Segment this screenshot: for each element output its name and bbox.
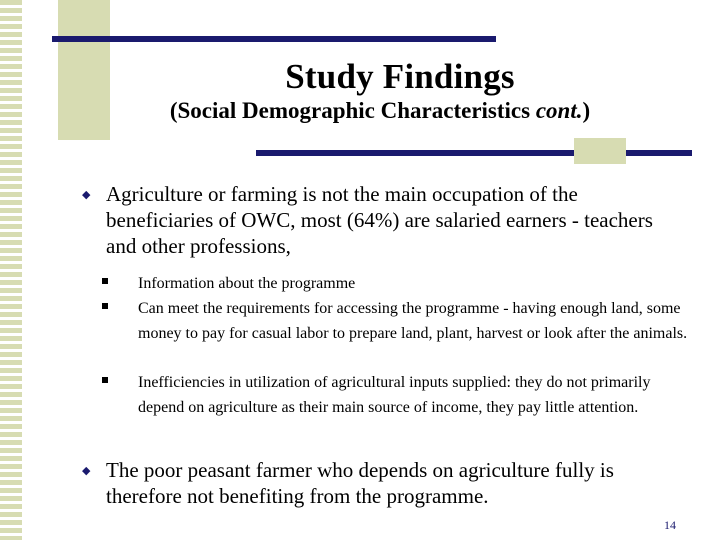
sub-bullet-text: Inefficiencies in utilization of agricultural inputs supplied: they do not primarily depend on agriculture as their main source of income, they pay little attention. (138, 374, 651, 416)
square-bullet-icon (102, 377, 108, 383)
square-bullet-icon (102, 278, 108, 284)
sub-bullet-point (138, 297, 688, 346)
sub-bullet-text: Information about the programme (138, 275, 356, 292)
bullet-point (82, 457, 676, 509)
slide-title: Study Findings (285, 57, 515, 96)
decorative-stripe-bar (0, 0, 22, 540)
diamond-bullet-icon: ◆ (82, 464, 91, 477)
decorative-square-right (574, 138, 626, 164)
title-rule-top (52, 36, 496, 42)
title-rule-bottom (256, 150, 692, 156)
subtitle-close: ) (582, 98, 591, 123)
bullet-point (82, 181, 666, 259)
bullet-text: Agriculture or farming is not the main occupation of the beneficiaries of OWC, most (64%) are salaried earners - teachers and other professions, (106, 182, 653, 258)
subtitle-italic: cont. (535, 98, 583, 123)
slide-subtitle (80, 98, 680, 124)
page-number: 14 (664, 518, 676, 532)
bullet-text: The poor peasant farmer who depends on agriculture fully is therefore not benefiting from the programme. (106, 458, 614, 508)
square-bullet-icon (102, 303, 108, 309)
subtitle-main: (Social Demographic Characteristics (169, 98, 536, 123)
sub-bullet-point (138, 371, 688, 420)
sub-bullet-point (138, 272, 688, 297)
diamond-bullet-icon: ◆ (82, 188, 91, 201)
sub-bullet-text: Can meet the requirements for accessing the programme - having enough land, some money to pay for casual labor to prepare land, plant, harvest or look after the animals. (138, 300, 688, 342)
